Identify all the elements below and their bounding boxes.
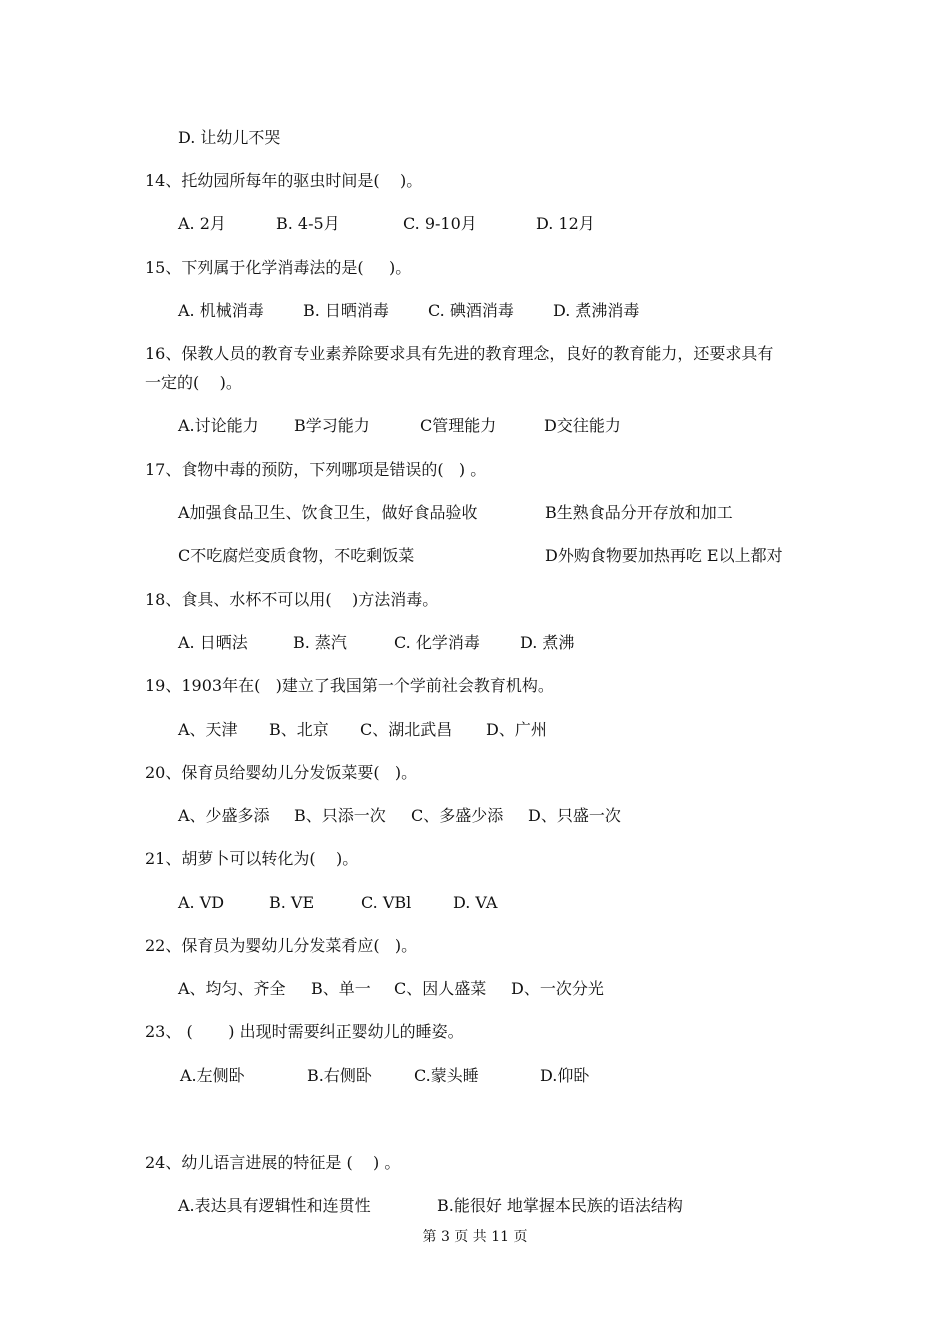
q14-option-c: C. 9-10月 [403,214,477,233]
q22-option-c: C、因人盛菜 [394,979,487,998]
page-footer: 第 3 页 共 11 页 [422,1229,528,1245]
q17-stem: 17、食物中毒的预防，下列哪项是错误的( ) 。 [145,460,487,479]
q14-option-a: A. 2月 [178,214,226,233]
q24-option-b: B.能很好 地掌握本民族的语法结构 [437,1196,683,1215]
q15-option-a: A. 机械消毒 [178,301,264,320]
q20-stem: 20、保育员给婴幼儿分发饭菜要( )。 [145,763,418,782]
q16-stem-line1: 16、保教人员的教育专业素养除要求具有先进的教育理念，良好的教育能力，还要求具有 [145,344,774,363]
q16-option-d: D交往能力 [544,416,621,435]
q19-stem: 19、1903年在( )建立了我国第一个学前社会教育机构。 [145,676,554,695]
q17-option-a: A加强食品卫生、饮食卫生，做好食品验收 [178,503,478,522]
q16-option-b: B学习能力 [294,416,370,435]
q15-option-b: B. 日晒消毒 [303,301,389,320]
q17-option-c: C不吃腐烂变质食物，不吃剩饭菜 [178,546,415,565]
q22-option-b: B、单一 [311,979,371,998]
q18-option-b: B. 蒸汽 [293,633,347,652]
q19-option-d: D、广州 [486,720,547,739]
q22-stem: 22、保育员为婴幼儿分发菜肴应( )。 [145,936,418,955]
q16-option-a: A.讨论能力 [178,416,259,435]
q20-option-c: C、多盛少添 [411,806,504,825]
q14-option-d: D. 12月 [536,214,595,233]
q20-option-b: B、只添一次 [294,806,386,825]
q13-option-d: D. 让幼儿不哭 [178,128,281,147]
q19-option-a: A、天津 [178,720,238,739]
q21-option-d: D. VA [453,893,498,912]
q24-stem: 24、幼儿语言进展的特征是 ( ) 。 [145,1153,401,1172]
q19-option-b: B、北京 [269,720,329,739]
q15-option-c: C. 碘酒消毒 [428,301,514,320]
q18-option-a: A. 日晒法 [178,633,248,652]
q17-option-d: D外购食物要加热再吃 E以上都对 [545,546,783,565]
q22-option-d: D、一次分光 [511,979,604,998]
q14-stem: 14、托幼园所每年的驱虫时间是( )。 [145,171,423,190]
q20-option-d: D、只盛一次 [528,806,621,825]
q22-option-a: A、均匀、齐全 [178,979,286,998]
q23-option-a: A.左侧卧 [180,1066,245,1085]
q23-option-c: C.蒙头睡 [414,1066,479,1085]
q16-option-c: C管理能力 [420,416,497,435]
q24-option-a: A.表达具有逻辑性和连贯性 [178,1196,371,1215]
q18-option-c: C. 化学消毒 [394,633,480,652]
q20-option-a: A、少盛多添 [178,806,270,825]
q21-option-c: C. VBl [361,893,412,912]
q23-option-d: D.仰卧 [540,1066,590,1085]
q21-option-b: B. VE [269,893,315,912]
q16-stem-line2: 一定的( )。 [145,373,242,392]
q19-option-c: C、湖北武昌 [360,720,453,739]
q15-option-d: D. 煮沸消毒 [553,301,640,320]
q23-stem: 23、 ( ) 出现时需要纠正婴幼儿的睡姿。 [145,1022,464,1041]
q17-option-b: B生熟食品分开存放和加工 [545,503,733,522]
q18-stem: 18、食具、水杯不可以用( )方法消毒。 [145,590,439,609]
q14-option-b: B. 4-5月 [276,214,340,233]
q21-option-a: A. VD [178,893,225,912]
q21-stem: 21、胡萝卜可以转化为( )。 [145,849,359,868]
q23-option-b: B.右侧卧 [307,1066,372,1085]
q15-stem: 15、下列属于化学消毒法的是( )。 [145,258,412,277]
q18-option-d: D. 煮沸 [520,633,575,652]
